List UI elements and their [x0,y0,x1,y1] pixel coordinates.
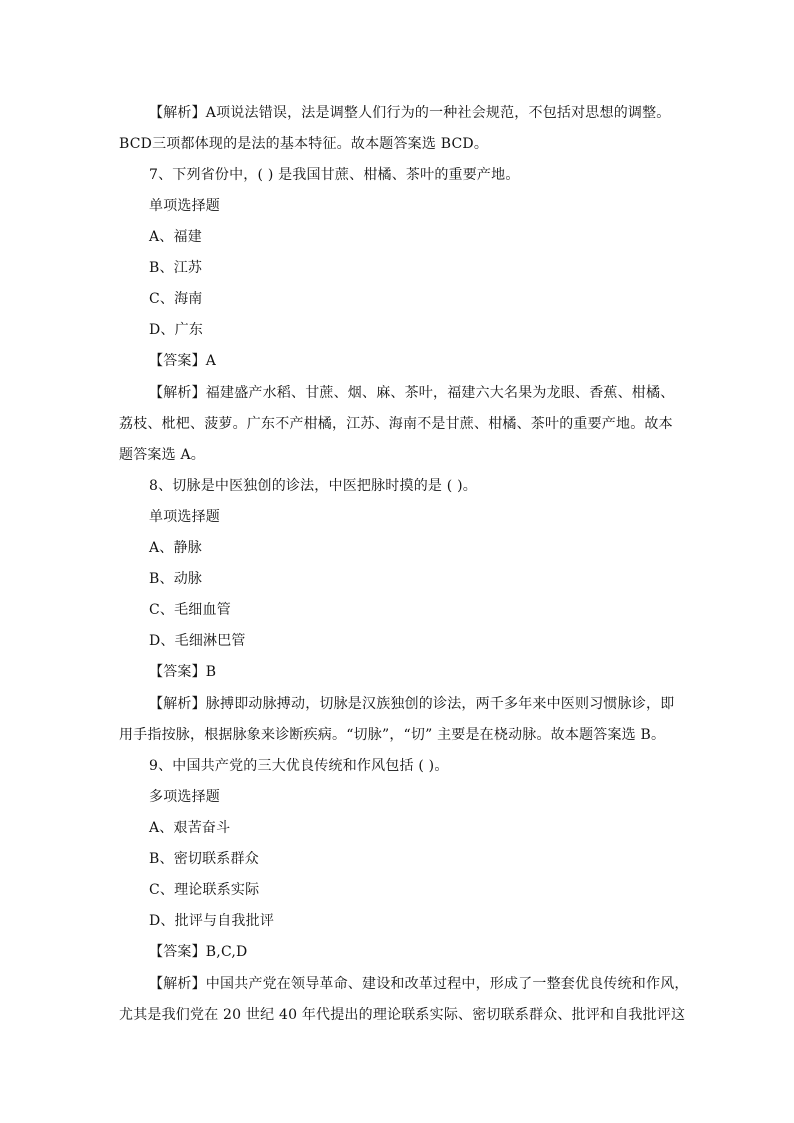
option-b: B、动脉 [149,571,203,587]
option-a: A、静脉 [149,540,202,556]
option-a: A、福建 [149,229,202,245]
option-a: A、艰苦奋斗 [149,820,231,836]
question-8-stem: 8、切脉是中医独创的诊法，中医把脉时摸的是 ( )。 [149,478,477,494]
analysis-paragraph-line: 荔枝、枇杷、菠萝。广东不产柑橘，江苏、海南不是甘蔗、柑橘、茶叶的重要产地。故本 [119,416,673,432]
option-d: D、批评与自我批评 [149,913,275,929]
analysis-paragraph-line: 用手指按脉，根据脉象来诊断疾病。“切脉”，“切” 主要是在桡动脉。故本题答案选 B。 [119,727,666,743]
option-b: B、江苏 [149,260,203,276]
option-d: D、广东 [149,322,204,338]
analysis-paragraph-line: BCD三项都体现的是法的基本特征。故本题答案选 BCD。 [119,136,489,152]
answer-line: 【答案】B,C,D [149,944,248,960]
question-9-stem: 9、中国共产党的三大优良传统和作风包括 ( )。 [149,758,449,774]
analysis-paragraph-line: 【解析】福建盛产水稻、甘蔗、烟、麻、茶叶，福建六大名果为龙眼、香蕉、柑橘、 [149,385,675,401]
question-type-label: 单项选择题 [149,198,220,214]
analysis-paragraph-line: 【解析】脉搏即动脉搏动，切脉是汉族独创的诊法，两千多年来中医则习惯脉诊，即 [149,696,675,712]
option-c: C、海南 [149,291,203,307]
analysis-paragraph-line: 【解析】A项说法错误，法是调整人们行为的一种社会规范，不包括对思想的调整。 [149,105,671,121]
answer-line: 【答案】A [149,353,217,369]
answer-line: 【答案】B [149,664,217,680]
option-b: B、密切联系群众 [149,851,259,867]
question-type-label: 单项选择题 [149,509,220,525]
analysis-paragraph-line: 尤其是我们党在 20 世纪 40 年代提出的理论联系实际、密切联系群众、批评和自我批评这 [119,1007,686,1023]
question-7-stem: 7、下列省份中，( ) 是我国甘蔗、柑橘、茶叶的重要产地。 [149,167,520,183]
option-c: C、理论联系实际 [149,882,260,898]
option-d: D、毛细淋巴管 [149,633,246,649]
analysis-paragraph-line: 【解析】中国共产党在领导革命、建设和改革过程中，形成了一整套优良传统和作风， [149,976,689,992]
option-c: C、毛细血管 [149,602,231,618]
analysis-paragraph-line: 题答案选 A。 [119,447,205,463]
question-type-label: 多项选择题 [149,789,220,805]
